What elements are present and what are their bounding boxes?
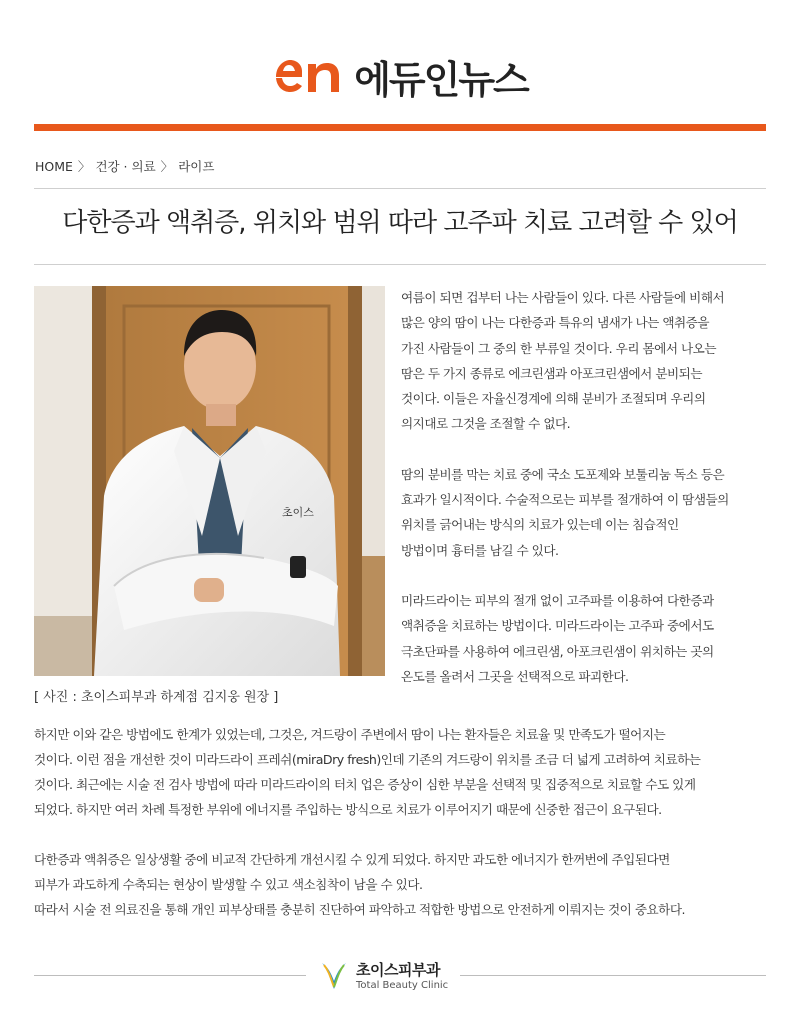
text-line: 되었다. 하지만 여러 차례 특정한 부위에 에너지를 주입하는 방식으로 치료가 이루어지기 때문에 신중한 접근이 요구된다. (34, 802, 662, 817)
divider (34, 188, 766, 189)
text-line: 액취증을 치료하는 방법이다. 미라드라이는 고주파 중에서도 (401, 618, 714, 634)
breadcrumb (35, 157, 214, 175)
article-paragraph (401, 285, 773, 437)
text-line: 다한증과 액취증은 일상생활 중에 비교적 간단하게 개선시킬 수 있게 되었다. 하지만 과도한 에너지가 한꺼번에 주입된다면 (34, 852, 670, 867)
text-line: 것이다. 최근에는 시술 전 검사 방법에 따라 미라드라이의 터치 업은 증상이 심한 부분을 선택적 및 집중적으로 치료할 수도 있게 (34, 777, 696, 792)
divider (34, 264, 766, 265)
text-line: 것이다. 이들은 자율신경계에 의해 분비가 조절되며 우리의 (401, 391, 706, 407)
breadcrumb-health-medical[interactable]: 건강 · 의료 (95, 159, 156, 174)
text-line: 땀은 두 가지 종류로 에크린샘과 아포크린샘에서 분비되는 (401, 365, 702, 381)
text-line: 따라서 시술 전 의료진을 통해 개인 피부상태를 충분히 진단하여 파악하고 적합한 방법으로 안전하게 이뤄지는 것이 중요하다. (34, 902, 685, 917)
article-paragraph (34, 847, 774, 922)
text-line: 많은 양의 땀이 나는 다한증과 특유의 냄새가 나는 액취증을 (401, 315, 709, 331)
article-title: 다한증과 액취증, 위치와 범위 따라 고주파 치료 고려할 수 있어 (62, 208, 738, 238)
clinic-name-english: Total Beauty Clinic (356, 979, 449, 991)
text-line: 방법이며 흉터를 남길 수 있다. (401, 542, 559, 558)
article-paragraph (34, 722, 774, 822)
coat-emblem-text: 초이스 (282, 506, 314, 519)
breadcrumb-separator: 〉 (160, 159, 174, 174)
footer-divider (34, 975, 306, 976)
text-line: 가진 사람들이 그 중의 한 부류일 것이다. 우리 몸에서 나오는 (401, 340, 717, 356)
clinic-logo (318, 955, 458, 997)
article-body-full (34, 722, 774, 947)
text-line: 하지만 이와 같은 방법에도 한계가 있었는데, 그것은, 겨드랑이 주변에서 땀이 나는 환자들은 치료율 및 만족도가 떨어지는 (34, 727, 666, 742)
text-line: 미라드라이는 피부의 절개 없이 고주파를 이용하여 다한증과 (401, 592, 714, 608)
site-logo[interactable] (0, 46, 800, 106)
text-line: 효과가 일시적이다. 수술적으로는 피부를 절개하여 이 땀샘들의 (401, 492, 729, 508)
article-paragraph (401, 588, 773, 689)
text-line: 위치를 긁어내는 방식의 치료가 있는데 이는 침습적인 (401, 517, 679, 533)
text-line: 극초단파를 사용하여 에크린샘, 아포크린샘이 위치하는 곳의 (401, 643, 714, 659)
breadcrumb-home[interactable]: HOME (35, 158, 73, 174)
choice-clinic-logo-icon (318, 959, 350, 993)
text-line: 땀의 분비를 막는 치료 중에 국소 도포제와 보툴리눔 독소 등은 (401, 466, 725, 482)
text-line: 온도를 올려서 그곳을 선택적으로 파괴한다. (401, 668, 629, 684)
edu-in-news-logo-icon (272, 54, 344, 98)
article-paragraph (401, 462, 773, 563)
text-line: 것이다. 이런 점을 개선한 것이 미라드라이 프레쉬(miraDry fresh)인데 기존의 겨드랑이 위치를 조금 더 넓게 고려하여 치료하는 (34, 752, 701, 767)
header-accent-bar (34, 124, 766, 131)
photo-caption: [ 사진 : 초이스피부과 하계점 김지웅 원장 ] (34, 690, 279, 705)
article-body-right (401, 285, 773, 689)
breadcrumb-life[interactable]: 라이프 (178, 159, 215, 174)
footer-divider (460, 975, 766, 976)
doctor-portrait-image (34, 286, 385, 676)
site-logo-text: 에듀인뉴스 (354, 57, 528, 102)
article-photo (34, 286, 385, 676)
text-line: 여름이 되면 겁부터 나는 사람들이 있다. 다른 사람들에 비해서 (401, 290, 725, 305)
clinic-name-korean: 초이스피부과 (356, 960, 440, 979)
breadcrumb-separator: 〉 (77, 159, 91, 174)
text-line: 피부가 과도하게 수축되는 현상이 발생할 수 있고 색소침착이 남을 수 있다. (34, 877, 423, 892)
text-line: 의지대로 그것을 조절할 수 없다. (401, 416, 571, 432)
